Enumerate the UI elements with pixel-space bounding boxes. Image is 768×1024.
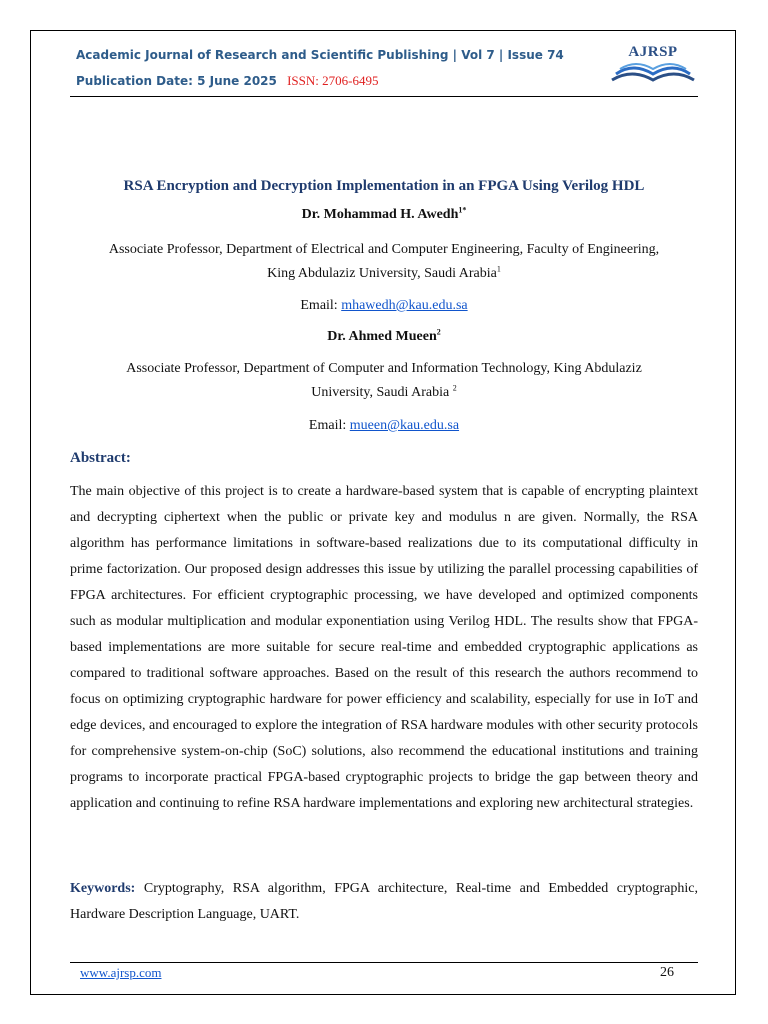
author2-email-link[interactable]: mueen@kau.edu.sa [349, 418, 460, 433]
book-icon [608, 44, 698, 88]
keywords-label: Keywords: [70, 881, 136, 896]
keywords [70, 876, 698, 928]
author2-affiliation-line1: Associate Professor, Department of Computer and Information Technology, King Abdulaziz [126, 361, 642, 376]
author1-affiliation-line2: King Abdulaziz University, Saudi Arabia$^1$ [267, 264, 501, 281]
author1-email-link[interactable]: mhawedh@kau.edu.sa [341, 298, 468, 313]
author1-affiliation-line1: Associate Professor, Department of Electrical and Computer Engineering, Faculty of Engineering, [108, 242, 660, 257]
publication-date: Publication Date: 5 June 2025 [76, 74, 277, 88]
abstract-text: The main objective of this project is to create a hardware-based system that is capable of encrypting plaintext and decrypting ciphertext when the public or private key and modulus n are given. Normally, the RSA algorithm has performance limitations in software-based realizations due to its computational difficulty in prime factorization. Our proposed design addresses this issue by utilizing the parallel processing capabilities of FPGA architectures. For efficient cryptographic processing, we have developed and optimized components such as modular multiplication and modular exponentiation using Verilog HDL. The results show that FPGA-based implementations are more suitable for secure real-time and embedded cryptographic applications as compared to traditional software approaches. Based on the result of this research the authors recommend to focus on optimizing cryptographic hardware for power efficiency and scalability, especially for use in IoT and edge devices, and encouraged to explore the integration of RSA hardware modules with other security protocols for comprehensive system-on-chip (SoC) solutions, also recommend the educational institutions and training programs to incorporate practical FPGA-based cryptographic projects to bridge the gap between theory and application and continuing to refine RSA hardware implementations and exploring new architectural strategies. [70, 484, 698, 811]
journal-logo [608, 44, 698, 88]
abstract-heading: Abstract: [70, 450, 131, 466]
footer-rule [70, 962, 698, 963]
author2-affiliation-line2: University, Saudi Arabia $^2$ [311, 383, 457, 400]
footer-url-link[interactable]: www.ajrsp.com [80, 965, 162, 980]
page-number: 26 [660, 965, 674, 980]
journal-header: Academic Journal of Research and Scientific Publishing | Vol 7 | Issue 74 [76, 48, 564, 62]
header-rule [70, 96, 698, 97]
logo-text: AJRSP [628, 44, 678, 60]
publication-line [76, 73, 378, 89]
author2-email: Email: mueen@kau.edu.sa [308, 418, 460, 433]
keywords-text: Cryptography, RSA algorithm, FPGA architecture, Real-time and Embedded cryptographic, Hardware Description Language, UART. [70, 881, 699, 922]
author1-email: Email: mhawedh@kau.edu.sa [300, 298, 468, 313]
paper-title: RSA Encryption and Decryption Implementation in an FPGA Using Verilog HDL [123, 178, 645, 194]
issn: ISSN: 2706-6495 [287, 73, 379, 88]
author1-name: Dr. Mohammad H. Awedh$^{1*}$ [301, 205, 467, 222]
author2-name: Dr. Ahmed Mueen$^2$ [327, 327, 441, 344]
